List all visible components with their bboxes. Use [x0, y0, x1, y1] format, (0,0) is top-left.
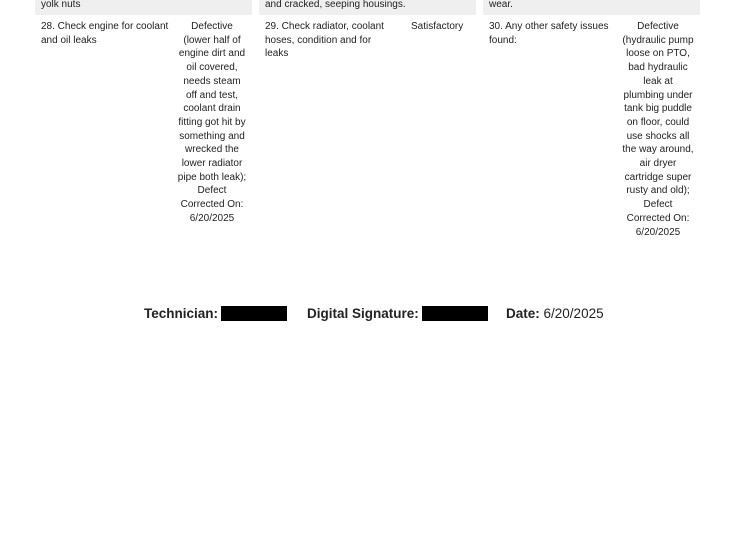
item-30-label: 30. Any other safety issues found: — [489, 21, 609, 46]
top-row-text-col1: yolk nuts — [41, 0, 81, 10]
date-field — [506, 306, 604, 321]
date-value: 6/20/2025 — [543, 306, 604, 321]
digital-signature-field — [307, 306, 488, 321]
item-28-status: Defective (lower half of engine dirt and oil covered, needs steam off and test, coolant drain fitting got hit by something and wrecked the lower radiator pipe both leak); Defect Corrected On: 6/20/2025 — [177, 21, 247, 224]
top-row-text-col3: wear. — [489, 0, 513, 10]
item-29-status: Satisfactory — [411, 21, 464, 32]
item-28-label: 28. Check engine for coolant and oil leaks — [41, 21, 169, 46]
item-29-label: 29. Check radiator, coolant hoses, condition and for leaks — [265, 21, 384, 60]
technician-label: Technician: — [144, 306, 219, 321]
technician-field — [144, 306, 287, 321]
row-band-col3 — [483, 0, 700, 15]
item-30-status: Defective (hydraulic pump loose on PTO, bad hydraulic leak at plumbing under tank big puddle on floor, could use shocks all the way around, air dryer cartridge super rusty and old); Defect Corrected On: 6/20/2025 — [622, 21, 694, 238]
signature-redaction — [422, 306, 488, 321]
technician-redaction — [221, 306, 287, 321]
top-row-text-col2: and cracked, seeping housings. — [265, 0, 406, 10]
digital-signature-label: Digital Signature: — [307, 306, 419, 321]
date-label: Date: — [506, 306, 540, 321]
